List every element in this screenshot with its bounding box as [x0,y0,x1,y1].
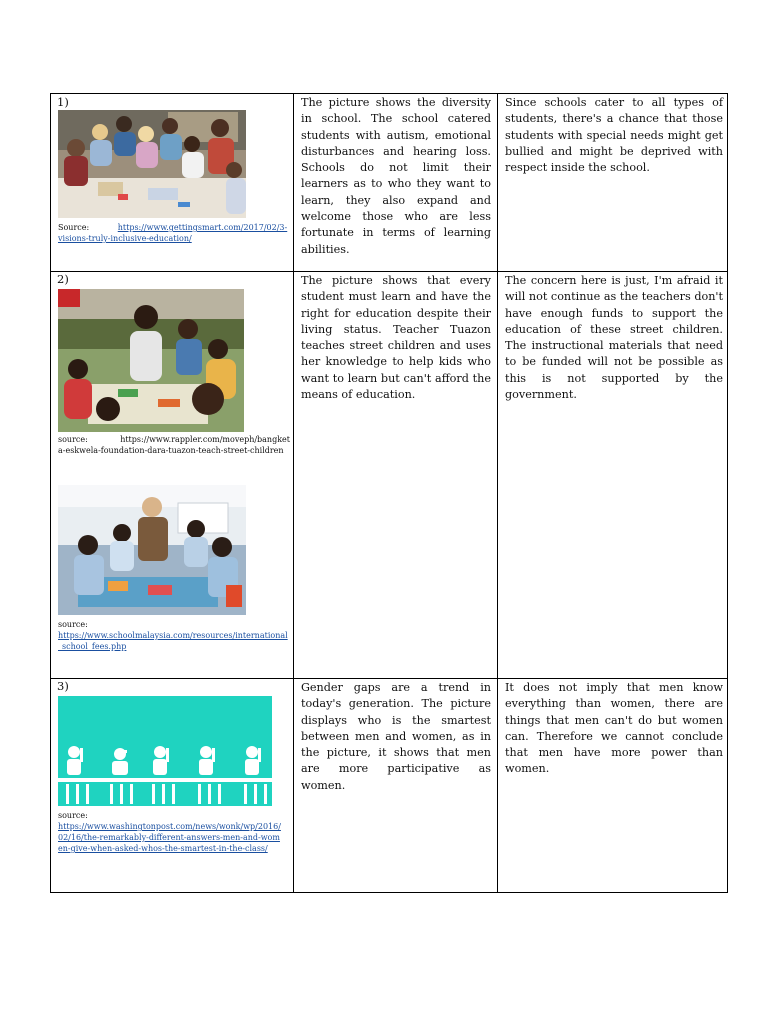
column-divider [497,94,498,892]
row-number: 3) [57,679,69,693]
row-1-image-cell [51,94,293,271]
source-link[interactable]: https://www.schoolmalaysia.com/resources/international_school_fees.php [58,631,288,651]
row-1-description: The picture shows the diversity in school. The school catered students with autism, emotional disturbances and hearing loss. Schools do not limit their learners as to who they want to learn, they also expand and welcome those who are less fortunate in terms of learning abilities. [301,96,491,256]
source-citation [58,434,290,456]
column-divider [293,94,294,892]
source-label: Source: [58,223,90,232]
source-label: source: [58,435,88,444]
source-citation [58,222,290,244]
row-number: 1) [57,95,69,109]
row-3-image-cell [51,678,293,892]
source-label: source: [58,620,88,629]
content-table [50,93,728,893]
row-1-concern: Since schools cater to all types of students, there's a chance that those students with special needs might get bullied and might be deprived with respect inside the school. [505,96,723,175]
row-3-concern: It does not imply that men know everything than women, there are things that men can't do but women can. Therefore we cannot conclude that men have more power than women. [505,681,723,776]
classroom-illustration [58,696,272,806]
row-2-description: The picture shows that every student must learn and have the right for education despite their living status. Teacher Tuazon teaches street children and uses her knowledge to help kids who want to learn but can't afford the means of education. [301,274,491,402]
classroom-photo [58,110,246,218]
street-children-photo [58,289,244,432]
source-text: https://www.rappler.com/moveph/bangketa-eskwela-foundation-dara-tuazon-teach-street-children [58,435,290,455]
source-label: source: [58,811,88,820]
source-link[interactable]: https://www.washingtonpost.com/news/wonk/wp/2016/02/16/the-remarkably-different-answers-men-and-women-give-when-asked-whos-the-smartest-in-the-class/ [58,822,281,853]
row-number: 2) [57,272,69,286]
row-2-image-cell [51,271,293,678]
row-2-concern: The concern here is just, I'm afraid it will not continue as the teachers don't have enough funds to support the education of these street children. The instructional materials that need to be funded will not be possible as this is not supported by the government. [505,274,723,402]
source-link[interactable]: https://www.gettingsmart.com/2017/02/3-visions-truly-inclusive-education/ [58,223,288,243]
source-citation [58,810,284,854]
row-3-description: Gender gaps are a trend in today's generation. The picture displays who is the smartest between men and women, as in the picture, it shows that men are more participative as women. [301,681,491,792]
international-school-photo [58,485,246,615]
source-citation [58,619,290,652]
